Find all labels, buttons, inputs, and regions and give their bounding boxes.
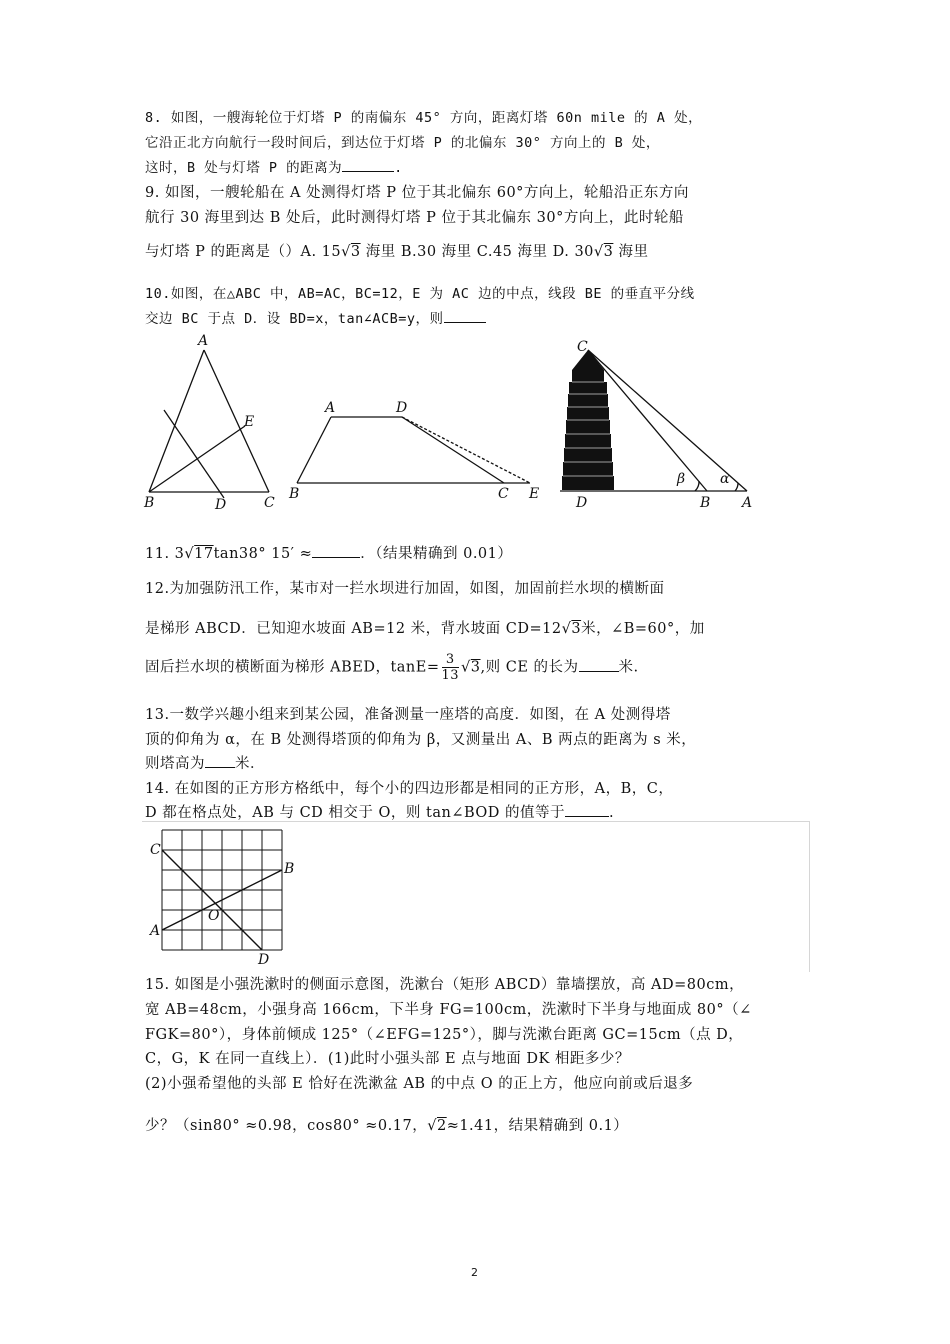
q10-line-1: 10.如图，在△ABC 中，AB=AC，BC=12，E 为 AC 边的中点，线段 BE 的垂直平分线 (145, 286, 695, 302)
q15-line-6-end: ≈1.41，结果精确到 0.1） (446, 1118, 629, 1134)
q14-answer-blank[interactable] (565, 804, 609, 817)
tower-label-b: B (700, 495, 711, 511)
q11-prefix: 11. (145, 546, 175, 562)
q15-line-5: (2)小强希望他的头部 E 恰好在洗漱盆 AB 的中点 O 的正上方，他应向前或后退多 (145, 1076, 694, 1092)
q9-options-text: 海里 B.30 海里 C.45 海里 D. (365, 244, 570, 260)
q8-line-3-text: 这时，B 处与灯塔 P 的距离为 (145, 160, 343, 176)
q12-fraction-numerator: 3 (442, 652, 460, 668)
q12-line-3-end: 米. (618, 659, 639, 676)
q11-suffix: ．（结果精确到 0.01） (360, 546, 513, 562)
q12-line-1: 12.为加强防汛工作，某市对一拦水坝进行加固，如图，加固前拦水坝的横断面 (145, 581, 665, 597)
tower-figure (560, 335, 765, 513)
q13-line-2: 顶的仰角为 α，在 B 处测得塔顶的仰角为 β，又测量出 A、B 两点的距离为 s 米， (145, 732, 697, 748)
tower-label-a: A (742, 495, 753, 511)
q10-answer-blank[interactable] (444, 310, 486, 323)
q13-line-3-text: 则塔高为 (145, 756, 205, 772)
q12-line-3: 固后拦水坝的横断面为梯形 ABED，tanE= $\frac{3}{13}$ √3,则 CE 的长为 米. (145, 652, 639, 683)
q15-line-1: 15. 如图是小强洗漱时的侧面示意图，洗漱台（矩形 ABCD）靠墙摆放，高 AD=80cm， (145, 977, 745, 993)
q12-line-2: 是梯形 ABCD．已知迎水坡面 AB=12 米，背水坡面 CD=12√3米，∠B=60°，加 (145, 621, 705, 637)
q8-line-1: 8. 如图，一艘海轮位于灯塔 P 的南偏东 45° 方向，距离灯塔 60n mile 的 A 处， (145, 110, 703, 126)
q12-answer-blank[interactable] (579, 659, 619, 672)
triangle-label-e: E (244, 414, 255, 430)
q10-line-2-text: 交边 BC 于点 D．设 BD=x，tan∠ACB=y，则 (145, 311, 444, 327)
grid-label-b: B (284, 861, 295, 877)
q11-line: 11. 3√17tan38° 15′ ≈ ．（结果精确到 0.01） (145, 546, 513, 562)
q13-answer-blank[interactable] (205, 755, 235, 768)
q13-line-3-end: 米． (235, 756, 265, 772)
tower-label-d: D (576, 495, 588, 511)
q15-line-2: 宽 AB=48cm，小强身高 166cm，下半身 FG=100cm，洗漱时下半身与地面成 80°（∠ (145, 1002, 752, 1018)
dam-label-d: D (396, 400, 408, 416)
q9-option-d-coef: 30 (574, 244, 594, 260)
dam-label-a: A (325, 400, 336, 416)
q14-line-2-text: D 都在格点处，AB 与 CD 相交于 O，则 tan∠BOD 的值等于 (145, 805, 566, 821)
q9-option-a-coef: 15 (321, 244, 342, 260)
q9-option-d-radicand: 3 (603, 244, 614, 260)
q8-line-2: 它沿正北方向航行一段时间后，到达位于灯塔 P 的北偏东 30° 方向上的 B 处， (145, 135, 660, 151)
q8-line-3-end: . (394, 160, 403, 176)
q15-line-3: FGK=80°），身体前倾成 125°（∠EFG=125°），脚与洗漱台距离 GC=15cm（点 D， (145, 1027, 744, 1043)
q14-line-2 (145, 801, 614, 822)
q14-line-1: 14. 在如图的正方形方格纸中，每个小的四边形都是相同的正方形，A，B，C， (145, 781, 674, 797)
grid-label-a: A (150, 923, 161, 939)
q9-line-1: 9. 如图，一艘轮船在 A 处测得灯塔 P 位于其北偏东 60°方向上，轮船沿正东方向 (145, 185, 689, 201)
triangle-label-a: A (198, 333, 209, 349)
q15-line-6-text: 少？（sin80° ≈0.98，cos80° ≈0.17， (145, 1118, 428, 1134)
dam-label-b: B (289, 486, 300, 502)
tower-label-alpha: α (720, 471, 730, 487)
page-number: 2 (471, 1266, 478, 1279)
grid-figure (142, 824, 302, 969)
q14-line-2-end: . (609, 805, 615, 821)
q10-line-2 (145, 307, 486, 327)
q8-answer-blank[interactable] (342, 159, 394, 172)
q15-line-6: 少？（sin80° ≈0.98，cos80° ≈0.17，√2≈1.41，结果精确到 0.1） (145, 1118, 629, 1134)
q12-line-2-text: 是梯形 ABCD．已知迎水坡面 AB=12 米，背水坡面 CD=12 (145, 621, 562, 637)
q11-coef: 3 (174, 546, 185, 562)
q8-line-3 (145, 156, 403, 176)
triangle-label-c: C (264, 495, 275, 511)
q12-line-3-text: 固后拦水坝的横断面为梯形 ABED，tanE= (145, 659, 440, 676)
q9-line-3-text: 与灯塔 P 的距离是（）A. (145, 244, 317, 260)
q11-expression: tan38° 15′ ≈ (213, 546, 313, 562)
dam-label-e: E (529, 486, 540, 502)
dam-trapezoid-figure (285, 395, 550, 510)
q12-line-2-end: 米，∠B=60°，加 (581, 621, 705, 637)
triangle-label-b: B (144, 495, 155, 511)
q11-answer-blank[interactable] (312, 545, 360, 558)
q15-line-6-radicand: 2 (436, 1118, 447, 1134)
tower-label-c: C (577, 339, 588, 355)
q9-line-2: 航行 30 海里到达 B 处后，此时测得灯塔 P 位于其北偏东 30°方向上，此时轮船 (145, 210, 684, 226)
tower-label-beta: β (677, 471, 686, 487)
grid-label-d: D (258, 952, 270, 968)
q11-radicand: 17 (194, 546, 214, 562)
q12-line-3-radicand: 3 (470, 659, 481, 676)
q15-line-4: C，G，K 在同一直线上）．(1)此时小强头部 E 点与地面 DK 相距多少？ (145, 1051, 630, 1067)
q12-line-2-radicand: 3 (571, 621, 582, 637)
q12-line-3-mid: ,则 CE 的长为 (480, 659, 579, 676)
dam-label-c: C (498, 486, 509, 502)
grid-label-o: O (208, 908, 220, 924)
q12-tan-fraction (442, 652, 460, 683)
grid-label-c: C (150, 842, 161, 858)
q13-line-1: 13.一数学兴趣小组来到某公园，准备测量一座塔的高度．如图，在 A 处测得塔 (145, 707, 671, 723)
q9-option-a-radicand: 3 (350, 244, 361, 260)
q9-option-d-unit: 海里 (618, 244, 649, 260)
triangle-abc-figure (140, 332, 280, 512)
q12-fraction-denominator: 13 (441, 668, 460, 683)
q9-line-3: 与灯塔 P 的距离是（）A. 15√3 海里 B.30 海里 C.45 海里 D. 30√3 海里 (145, 244, 649, 260)
q13-line-3 (145, 752, 265, 773)
triangle-label-d: D (215, 497, 227, 512)
